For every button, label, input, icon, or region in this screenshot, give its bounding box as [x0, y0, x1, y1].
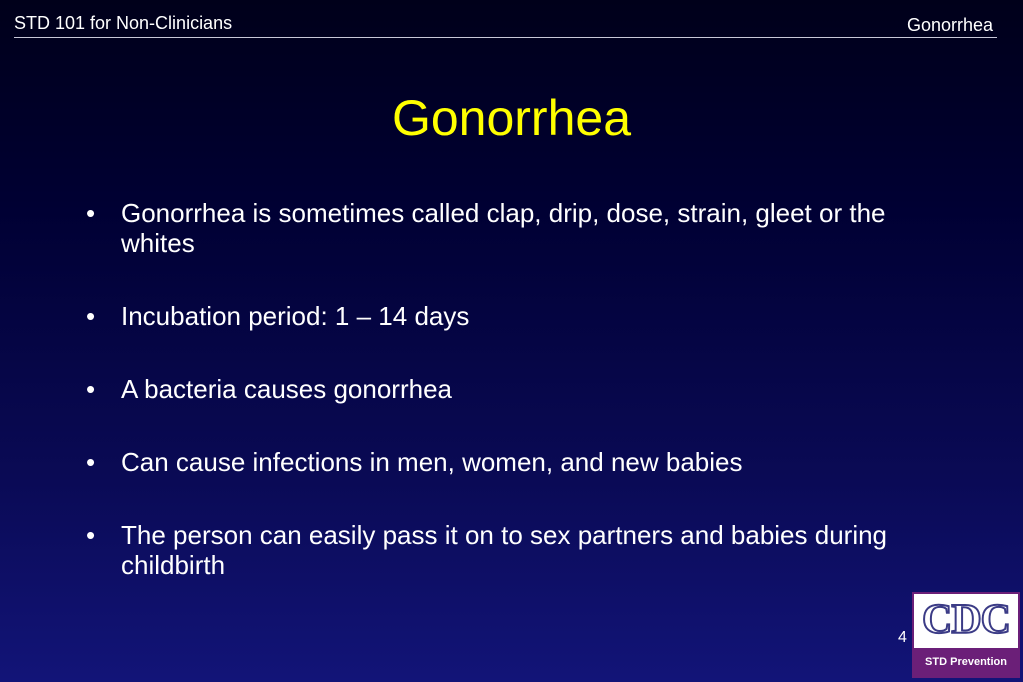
bullet-icon: • — [86, 301, 96, 331]
bullet-text: Incubation period: 1 – 14 days — [121, 301, 470, 331]
page-number: 4 — [898, 629, 907, 646]
header-divider — [14, 37, 997, 38]
bullet-item — [86, 301, 946, 331]
bullet-item — [86, 447, 946, 477]
bullet-item — [86, 520, 946, 580]
cdc-logo-icon — [912, 592, 1020, 678]
logo-wordmark: CDC — [922, 597, 1010, 643]
bullet-item — [86, 374, 946, 404]
bullet-list — [86, 198, 946, 623]
section-title: Gonorrhea — [906, 15, 993, 35]
bullet-icon: • — [86, 520, 96, 550]
bullet-icon: • — [86, 447, 96, 477]
slide-title: Gonorrhea — [391, 90, 632, 146]
bullet-icon: • — [86, 374, 96, 404]
bullet-item — [86, 198, 946, 258]
bullet-text: The person can easily pass it on to sex partners and babies during childbirth — [121, 520, 888, 580]
bullet-text: A bacteria causes gonorrhea — [121, 374, 452, 404]
course-title: STD 101 for Non-Clinicians — [14, 13, 233, 33]
logo-caption: STD Prevention — [914, 648, 1018, 676]
bullet-text: Can cause infections in men, women, and new babies — [121, 447, 743, 477]
bullet-icon: • — [86, 198, 96, 228]
bullet-text: Gonorrhea is sometimes called clap, drip, dose, strain, gleet or the whites — [121, 198, 886, 258]
